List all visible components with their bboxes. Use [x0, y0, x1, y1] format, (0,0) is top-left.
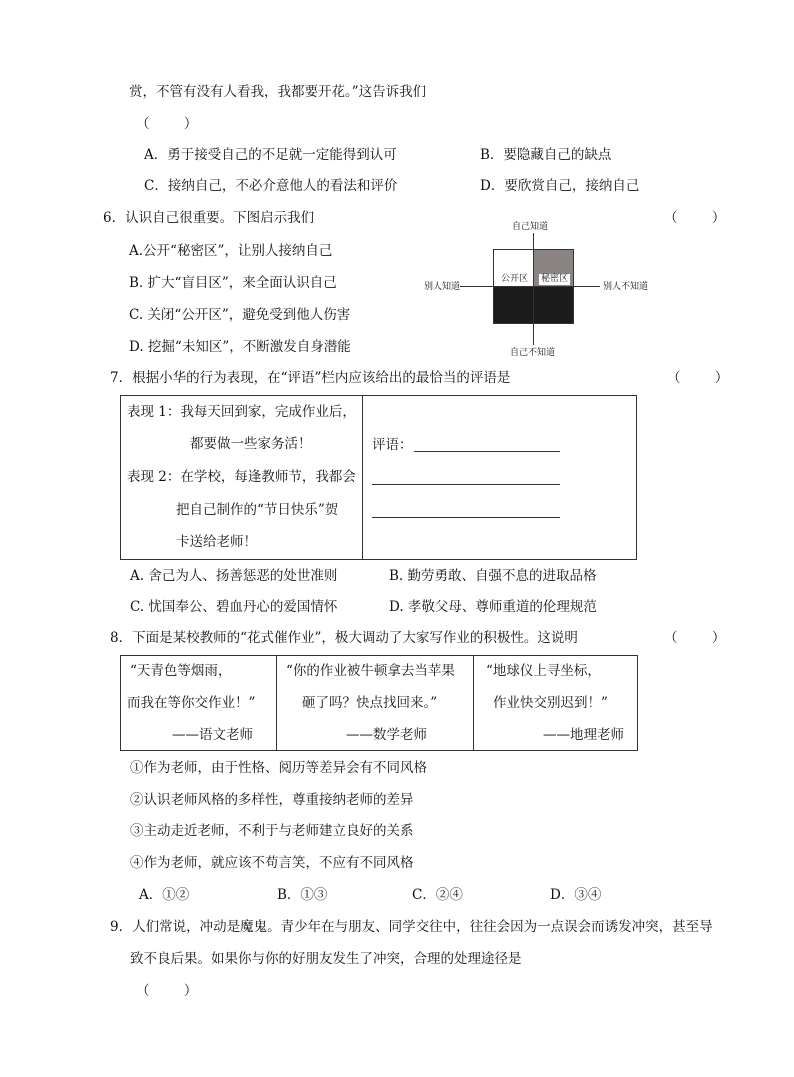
- q8-signature-geography-teacher: ——地理老师: [543, 727, 624, 743]
- quadrant-unknown: [533, 286, 574, 324]
- q8-option-d: D．③④: [550, 887, 602, 903]
- q6-option-c: C. 关闭“公开区”，避免受到他人伤害: [129, 307, 351, 323]
- q8-statement-4: ④作为老师，就应该不苟言笑，不应有不同风格: [130, 855, 414, 871]
- q7-behavior-2-line2: 把自己制作的“节日快乐”贺: [176, 502, 339, 518]
- q8-quote-math-line1: “你的作业被牛顿拿去当苹果: [286, 663, 455, 679]
- q7-behavior-1-line2: 都要做一些家务活！: [190, 436, 312, 452]
- q8-cell-divider-2: [473, 655, 474, 751]
- q8-quote-geography-line2: 作业快交别迟到！”: [493, 695, 608, 711]
- label-self-unknown: 自己不知道: [510, 348, 556, 358]
- q7-behavior-2-line1: 表现 2：在学校，每逢教师节，我都会: [127, 469, 356, 485]
- q6-option-d: D. 挖掘“未知区”，不断激发自身潜能: [129, 339, 351, 355]
- q8-answer-paren: （ ）: [664, 630, 726, 646]
- q5-line1: 赏，不管有没有人看我，我都要开花。”这告诉我们: [129, 84, 427, 100]
- q5-option-d: D．要欣赏自己，接纳自己: [480, 178, 640, 194]
- q7-table-divider: [362, 395, 363, 560]
- label-self-known: 自己知道: [512, 222, 549, 232]
- q9-line1: 9．人们常说，冲动是魔鬼。青少年在与朋友、同学交往中，往往会因为一点误会而诱发冲突，甚至导: [110, 919, 713, 935]
- q8-cell-divider-1: [276, 655, 277, 751]
- q8-signature-chinese-teacher: ——语文老师: [172, 727, 253, 743]
- johari-vertical-axis: [533, 233, 534, 345]
- q6-option-a: A.公开“秘密区”，让别人接纳自己: [129, 243, 333, 259]
- q7-behavior-1-line1: 表现 1：我每天回到家，完成作业后，: [127, 404, 356, 420]
- q6-answer-paren: （ ）: [664, 210, 726, 226]
- q8-option-c: C．②④: [412, 887, 463, 903]
- label-others-known: 别人知道: [424, 282, 461, 292]
- q7-comment-blank-2: [372, 484, 560, 485]
- q8-quote-geography-line1: “地球仪上寻坐标，: [486, 663, 601, 679]
- q7-comment-blank-1: [414, 451, 560, 452]
- q7-option-b: B. 勤劳勇敢、自强不息的进取品格: [389, 568, 597, 584]
- q7-comment-label: 评语：: [372, 437, 413, 453]
- q7-comment-blank-3: [372, 517, 560, 518]
- q7-behavior-2-line3: 卡送给老师！: [176, 534, 257, 550]
- q8-option-b: B．①③: [277, 887, 328, 903]
- q8-statement-2: ②认识老师风格的多样性，尊重接纳老师的差异: [130, 792, 414, 808]
- q9-line2: 致不良后果。如果你与你的好朋友发生了冲突，合理的处理途径是: [130, 951, 522, 967]
- q7-answer-paren: （ ）: [667, 370, 729, 386]
- label-secret-area: 秘密区: [541, 274, 569, 284]
- q5-option-b: B．要隐藏自己的缺点: [480, 147, 612, 163]
- johari-horizontal-axis: [460, 286, 600, 287]
- q8-quote-chinese-line2: 而我在等你交作业！”: [127, 695, 256, 711]
- label-open-area: 公开区: [501, 274, 529, 284]
- q5-option-c: C．接纳自己，不必介意他人的看法和评价: [144, 178, 398, 194]
- q8-quote-chinese-line1: “天青色等烟雨，: [130, 663, 232, 679]
- q6-option-b: B. 扩大“盲目区”，来全面认识自己: [129, 275, 337, 291]
- q7-option-d: D. 孝敬父母、尊师重道的伦理规范: [389, 599, 597, 615]
- q7-stem: 7．根据小华的行为表现，在“评语”栏内应该给出的最恰当的评语是: [110, 370, 511, 386]
- q7-option-c: C. 忧国奉公、碧血丹心的爱国情怀: [130, 599, 338, 615]
- q9-answer-paren: （ ）: [136, 983, 198, 999]
- q6-stem: 6．认识自己很重要。下图启示我们: [103, 210, 315, 226]
- q8-signature-math-teacher: ——数学老师: [346, 727, 427, 743]
- q8-statement-3: ③主动走近老师，不利于与老师建立良好的关系: [130, 823, 414, 839]
- label-others-unknown: 别人不知道: [603, 282, 649, 292]
- q8-option-a: A．①②: [139, 887, 190, 903]
- quadrant-blind: [493, 286, 534, 324]
- q8-statement-1: ①作为老师，由于性格、阅历等差异会有不同风格: [130, 760, 427, 776]
- q8-quote-math-line2: 砸了吗？快点找回来。”: [302, 695, 438, 711]
- q8-stem: 8．下面是某校教师的“花式催作业”，极大调动了大家写作业的积极性。这说明: [110, 630, 578, 646]
- q7-option-a: A. 舍己为人、扬善惩恶的处世准则: [130, 568, 338, 584]
- q5-answer-paren: （ ）: [136, 116, 198, 132]
- q5-option-a: A．勇于接受自己的不足就一定能得到认可: [144, 147, 397, 163]
